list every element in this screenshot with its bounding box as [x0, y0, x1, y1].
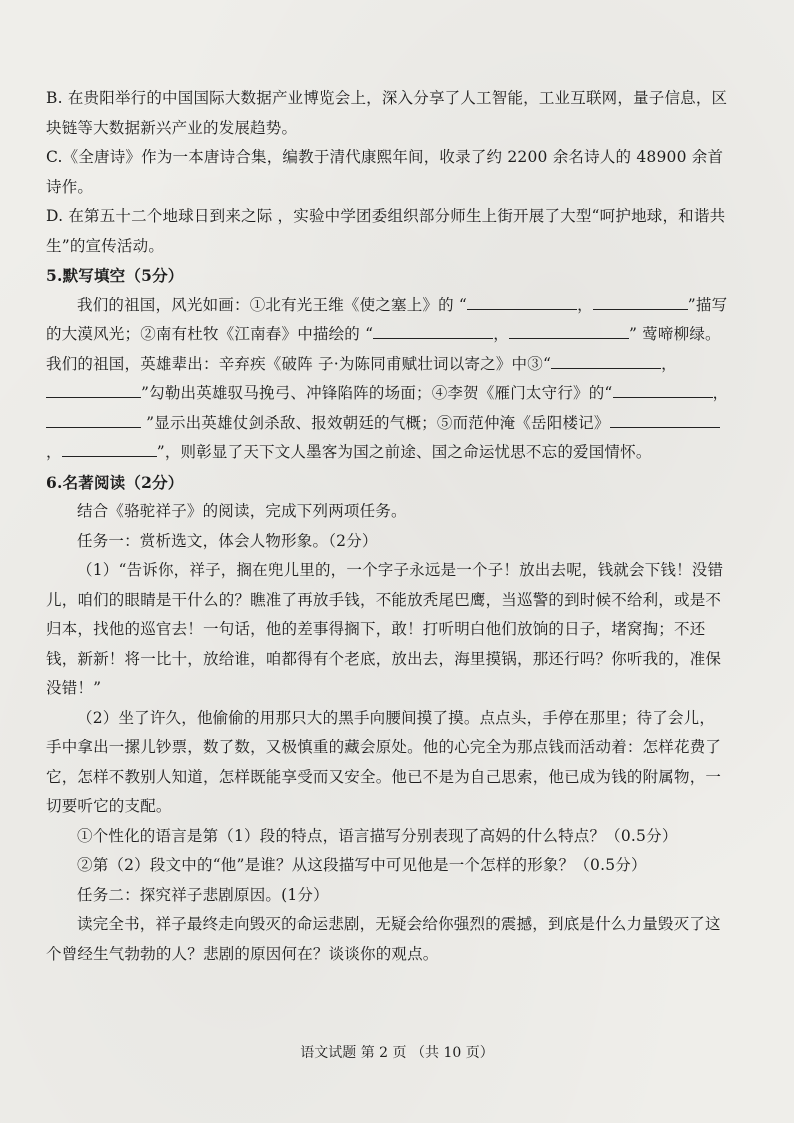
page-content: [46, 84, 730, 969]
q5-text-8: ，: [712, 384, 729, 402]
q6-task2-text: 读完全书，祥子最终走向毁灭的命运悲剧，无疑会给你强烈的震撼，到底是什么力量毁灭了这个曾经生气勃勃的人？悲剧的原因何在？谈谈你的观点。: [46, 915, 721, 963]
answer-blank-4[interactable]: [509, 321, 629, 339]
q4-option-b: B. 在贵阳举行的中国国际大数据产业博览会上，深入分享了人工智能，工业互联网，量子信息，区块链等大数据新兴产业的发展趋势。: [46, 89, 728, 137]
q6-excerpt-1: （1）“告诉你，祥子，搁在兜儿里的，一个字子永远是一个子！放出去呢，钱就会下钱！没错儿，咱们的眼睛是干什么的？瞧准了再放手钱，不能放秃尾巴鹰，当巡警的到时候不给利，或是不归本，找他的巡官去！一句话，他的差事得搁下，敢！打听明白他们放饷的日子，堵窝掏；不还钱，新新！将一比十，放给谁，咱都得有个老底，放出去，海里摸锅，那还行吗？你听我的，准保没错！”: [46, 561, 724, 697]
answer-blank-5[interactable]: [551, 351, 661, 369]
answer-blank-9[interactable]: [610, 410, 720, 428]
q5-text-11: ”，则彰显了天下文人墨客为国之前途、国之命运忧思不忘的爱国情怀。: [156, 443, 652, 461]
answer-blank-8[interactable]: [46, 410, 141, 428]
q5-text-3: ”描写的大漠风光；②南有杜牧《江南春》中描绘的 “: [46, 295, 728, 343]
q5-text-7: ”勾勒出英雄驭马挽弓、冲锋陷阵的场面；④李贺《雁门太守行》的“: [141, 384, 613, 402]
q5-body: [46, 291, 730, 468]
q6-sub-question-2: ②第（2）段文中的“他”是谁？从这段描写中可见他是一个怎样的形象？（0.5分）: [77, 856, 647, 874]
answer-blank-7[interactable]: [613, 380, 713, 398]
q5-text-1: 我们的祖国，风光如画：①北有光王维《使之塞上》的 “: [77, 295, 468, 314]
q6-task1: 任务一：赏析选文，体会人物形象。（2分）: [77, 531, 378, 550]
q5-text-5: ” 莺啼柳绿。我们的祖国，英雄辈出：辛弃疾《破阵 子·为陈同甫赋壮词以寄之》中③“: [46, 325, 721, 373]
answer-blank-10[interactable]: [62, 439, 157, 457]
q4-option-d: D. 在第五十二个地球日到来之际 ，实验中学团委组织部分师生上街开展了大型“呵护地球，和谐共生”的宣传活动。: [46, 207, 726, 255]
answer-blank-1[interactable]: [467, 292, 577, 310]
q4-option-c: C.《全唐诗》作为一本唐诗合集，编教于清代康熙年间，收录了约 2200 余名诗人的 48900 余首诗作。: [46, 148, 724, 196]
q5-text-10: ，: [46, 443, 62, 461]
q5-text-6: ，: [661, 354, 677, 373]
q5-text-2: ，: [577, 295, 593, 314]
answer-blank-2[interactable]: [593, 292, 688, 310]
q6-task2: 任务二：探究祥子悲剧原因。(1分）: [77, 885, 329, 904]
q6-sub-question-1: ①个性化的语言是第（1）段的特点，语言描写分别表现了高妈的什么特点？（0.5分）: [77, 826, 678, 845]
q6-excerpt-2: （2）坐了许久，他偷偷的用那只大的黑手向腰间摸了摸。点点头，手停在那里；待了会儿，手中拿出一摞儿钞票，数了数，又极慎重的藏会原处。他的心完全为那点钱而活动着：怎样花费了它，怎样不教别人知道，怎样既能享受而又安全。他已不是为自己思索，他已成为钱的附属物，一切要听它的支配。: [46, 708, 722, 815]
answer-blank-6[interactable]: [46, 380, 141, 398]
q5-text-4: ，: [493, 325, 509, 343]
q6-heading: 6.名著阅读（2分）: [46, 472, 184, 492]
q5-heading: 5.默写填空（5分）: [46, 266, 184, 285]
q6-intro: 结合《骆驼祥子》的阅读，完成下列两项任务。: [77, 502, 407, 520]
q5-text-9: ”显示出英雄仗剑杀敌、报效朝廷的气概；⑤而范仲淹《岳阳楼记》: [141, 413, 610, 432]
answer-blank-3[interactable]: [373, 321, 493, 339]
page-footer: 语文试题 第 2 页 （共 10 页）: [300, 1045, 494, 1061]
